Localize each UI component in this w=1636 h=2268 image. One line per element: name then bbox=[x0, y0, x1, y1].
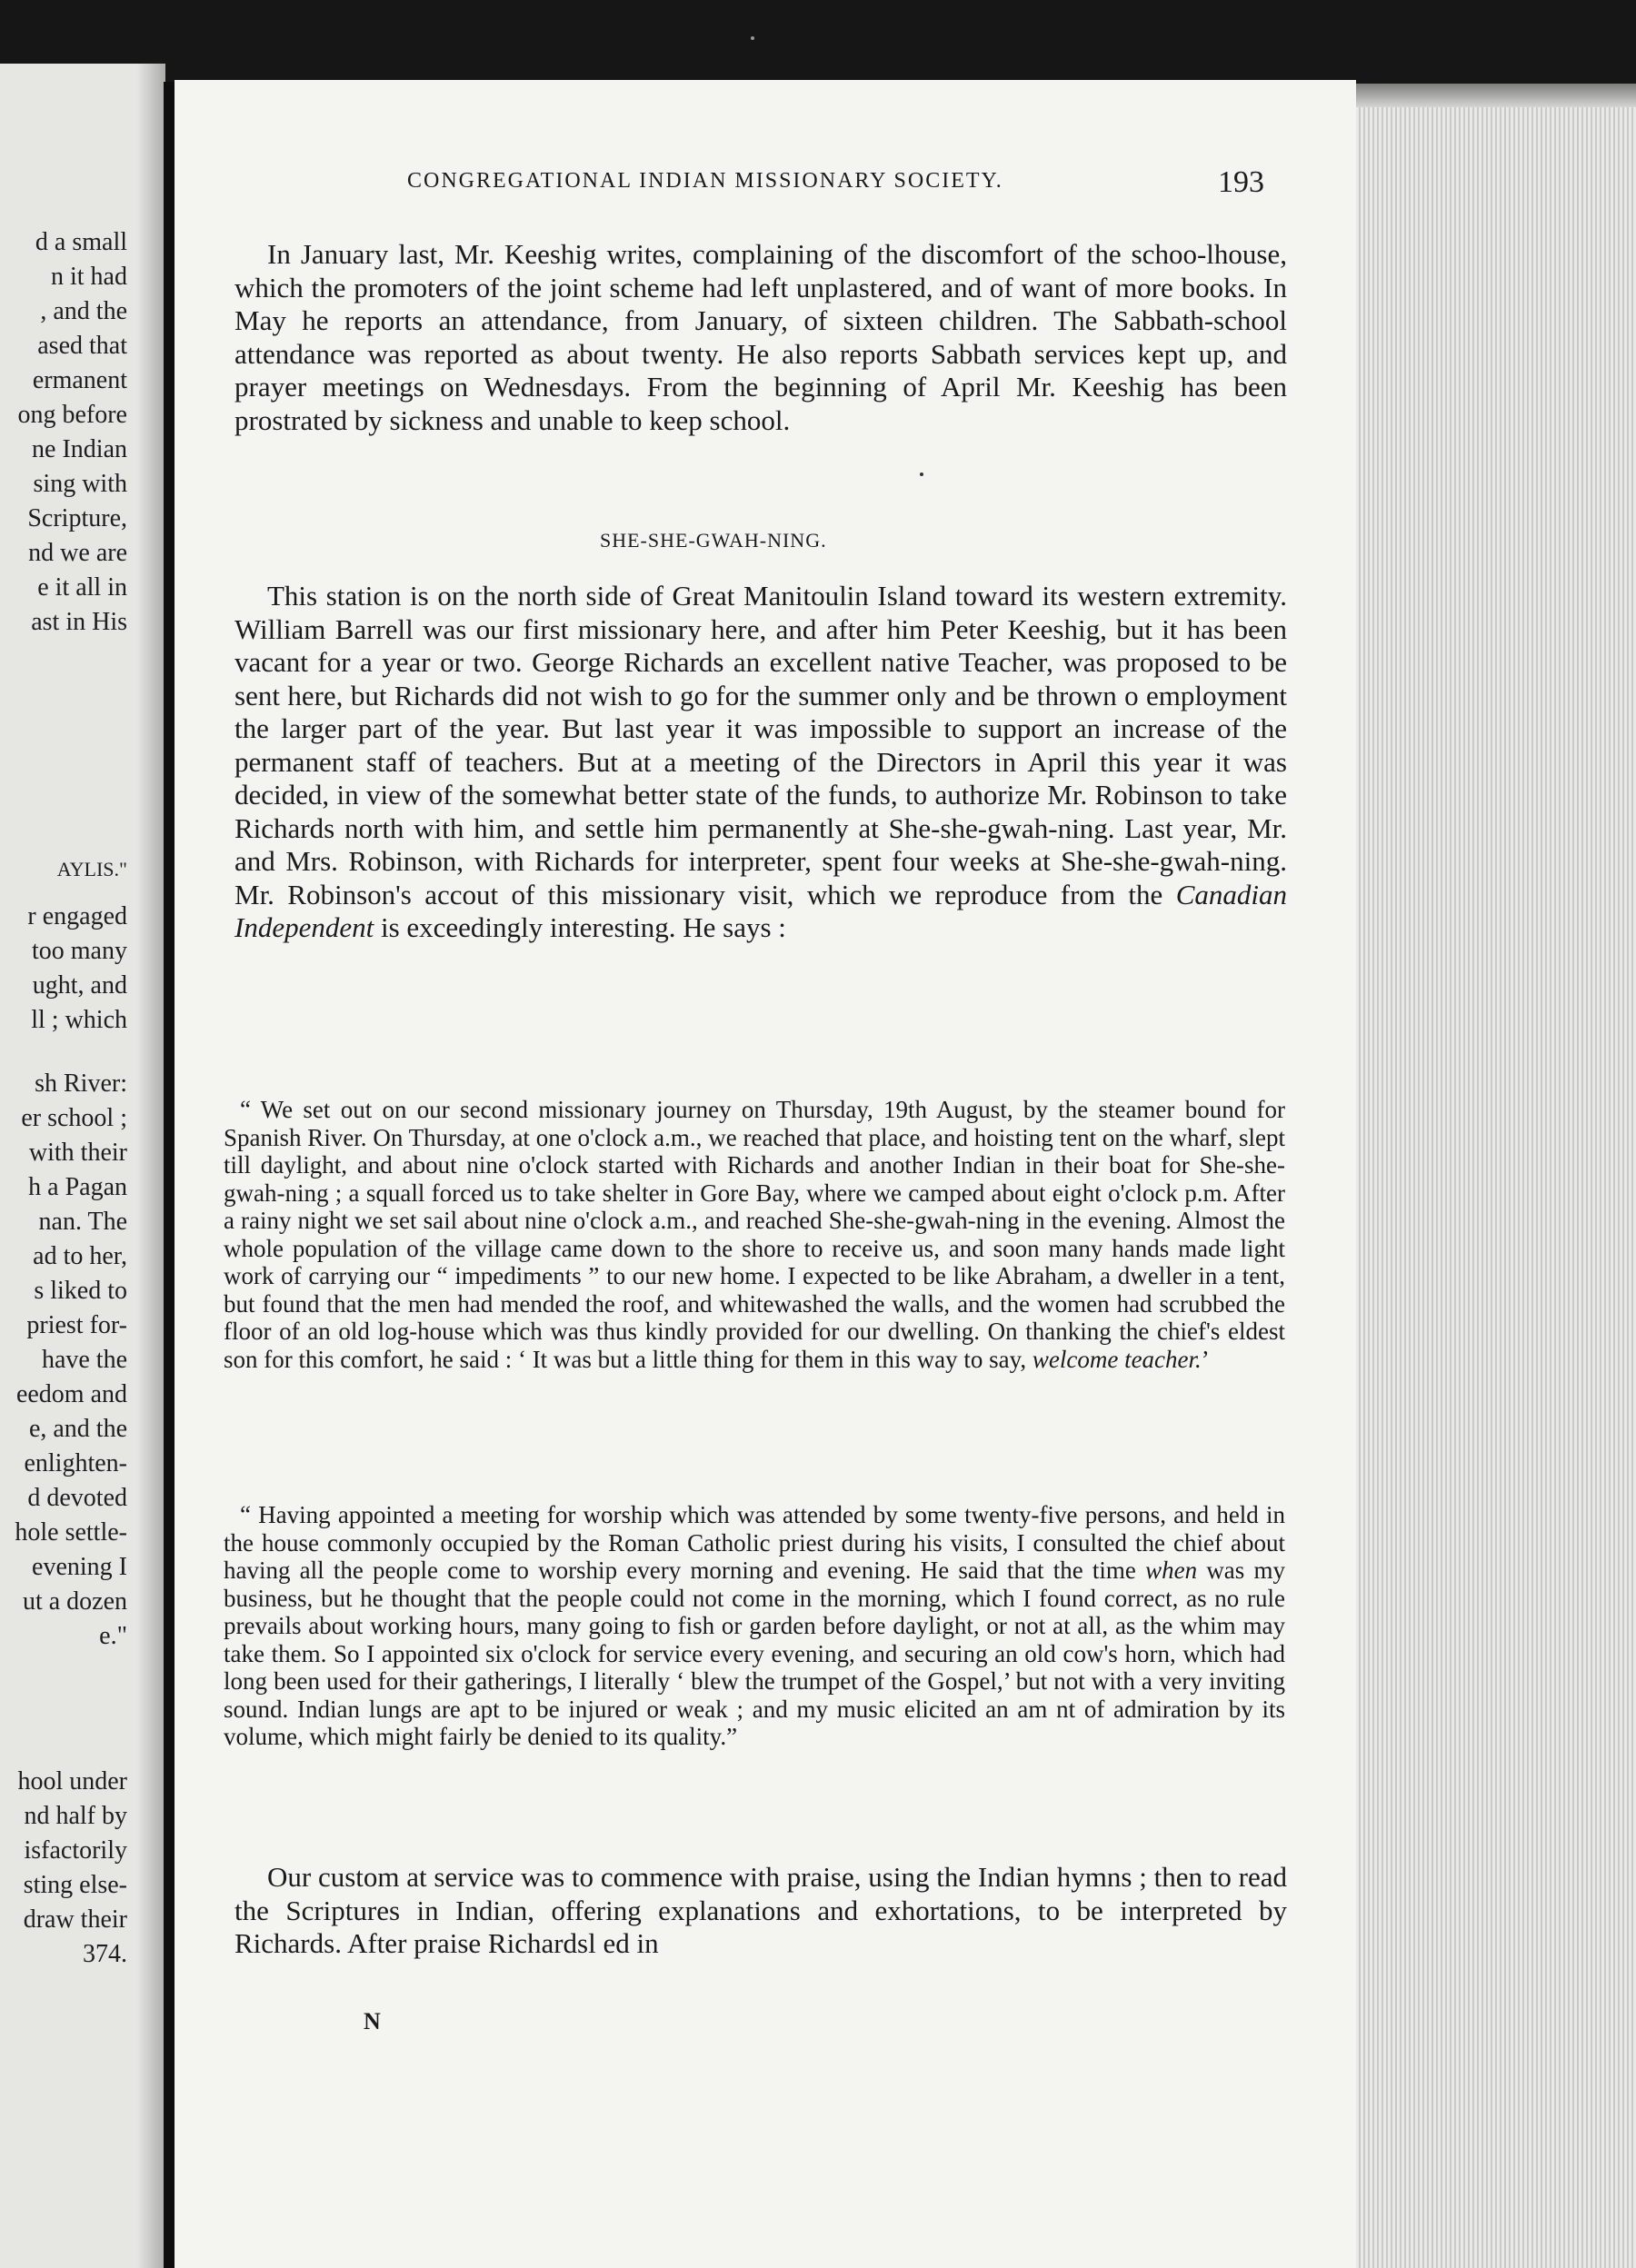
section-title: SHE-SHE-GWAH-NING. bbox=[600, 529, 827, 552]
quote-worship bbox=[224, 1501, 1285, 1751]
left-line: isfactorily bbox=[24, 1836, 127, 1865]
quote-journey-italic: welcome teacher. bbox=[1032, 1345, 1202, 1373]
running-header: CONGREGATIONAL INDIAN MISSIONARY SOCIETY. bbox=[407, 169, 1003, 193]
left-line: ad to her, bbox=[33, 1242, 127, 1270]
paragraph-custom: Our custom at service was to commence with praise, using the Indian hymns ; then to read the Scriptures in Indian, offering explanations and exhortations, to be interpreted by Richards. After praise Richardsl ed in bbox=[234, 1861, 1287, 1959]
left-line: sing with bbox=[33, 470, 127, 498]
quote-worship-text: “ Having appointed a meeting for worship which was attended by some twenty-five persons, and held in the house commonly occupied by the Roman Catholic priest during his visits, I consulted the chief about having all the people come to worship every morning and evening. He said that the time bbox=[224, 1501, 1285, 1584]
left-line: nan. The bbox=[38, 1208, 127, 1236]
left-line: ught, and bbox=[32, 971, 127, 1000]
left-line: e, and the bbox=[28, 1415, 127, 1443]
page-number: 193 bbox=[1218, 165, 1264, 199]
left-line: evening I bbox=[32, 1553, 127, 1581]
left-line: hole settle- bbox=[15, 1518, 127, 1547]
left-line: sh River: bbox=[35, 1069, 127, 1098]
left-line: r engaged bbox=[27, 902, 127, 930]
ink-speck bbox=[751, 36, 754, 40]
left-line: priest for- bbox=[26, 1311, 127, 1339]
left-line: too many bbox=[32, 937, 127, 965]
left-line: 374. bbox=[83, 1940, 127, 1968]
left-line: , and the bbox=[40, 297, 127, 325]
left-line: enlighten- bbox=[24, 1449, 127, 1477]
left-line: Scripture, bbox=[27, 504, 127, 532]
left-line: hool under bbox=[17, 1767, 127, 1796]
quote-worship-text-end: was my business, but he thought that the people could not come in the morning, which I found correct, as no rule prevails about working hours, many going to fish or garden before daylight, or not at all, as the whim may take them. So I appointed six o'clock for service every evening, and securing an old cow's horn, which had long been used for their gatherings, I literally ‘ blew the trumpet of the Gospel,’ but not with a very inviting sound. Indian lungs are apt to be injured or weak ; and my music elicited an am nt of admiration by its volume, which might fairly be denied to its quality.” bbox=[224, 1557, 1285, 1750]
left-line: ast in His bbox=[31, 608, 127, 636]
left-line: d a small bbox=[35, 228, 127, 256]
quote-worship-italic: when bbox=[1145, 1557, 1198, 1584]
quote-journey-close: ’ bbox=[1201, 1345, 1210, 1373]
page-edges-shadow bbox=[1356, 84, 1636, 107]
left-line: d devoted bbox=[27, 1484, 127, 1512]
left-line: draw their bbox=[23, 1905, 127, 1934]
left-line: e." bbox=[99, 1622, 127, 1650]
station-text-end: is exceedingly interesting. He says : bbox=[380, 911, 786, 943]
left-line: nd half by bbox=[24, 1802, 127, 1830]
quote-journey bbox=[224, 1096, 1285, 1373]
quote-journey-text: “ We set out on our second missionary journey on Thursday, 19th August, by the steamer bound for Spanish River. On Thursday, at one o'clock a.m., we reached that place, and hoisting tent on the wharf, slept till daylight, and about nine o'clock started with Richards and another Indian in their boat for She-she-gwah-ning ; a squall forced us to take shelter in Gore Bay, where we camped about eight o'clock p.m. After a rainy night we set sail about nine o'clock a.m., and reached She-she-gwah-ning in the evening. Almost the whole population of the village came down to the shore to receive us, and soon many hands made light work of carrying our “ impediments ” to our new home. I expected to be like Abraham, a dweller in a tent, but found that the men had mended the roof, and whitewashed the walls, and the women had scrubbed the floor of an old log-house which was thus kindly provided for our dwelling. On thanking the chief's eldest son for this comfort, he said : ‘ It was but a little thing for them in this way to say, bbox=[224, 1096, 1285, 1373]
left-line: ased that bbox=[37, 332, 127, 360]
left-line: ermanent bbox=[32, 366, 127, 394]
paragraph-keeshig: In January last, Mr. Keeshig writes, complaining of the discomfort of the schoo-lhouse, which the promoters of the joint scheme had left unplastered, and of want of more books. In May he reports an attendance, from January, of sixteen children. The Sabbath-school attendance was reported as about twenty. He also reports Sabbath services kept up, and prayer meetings on Wednesdays. From the beginning of April Mr. Keeshig has been prostrated by sickness and unable to keep school. bbox=[234, 238, 1287, 436]
left-line: have the bbox=[41, 1346, 127, 1374]
signature-mark: N bbox=[364, 2008, 381, 2034]
left-page-shadow bbox=[136, 64, 165, 2268]
publication-title: Canadian Independent bbox=[234, 878, 1287, 943]
left-line: er school ; bbox=[21, 1104, 127, 1132]
page-edges bbox=[1356, 84, 1636, 2268]
left-line: n it had bbox=[51, 263, 127, 291]
paragraph-station bbox=[234, 580, 1287, 945]
left-line: ong before bbox=[17, 401, 127, 429]
ink-speck bbox=[920, 472, 923, 476]
left-line: nd we are bbox=[28, 539, 127, 567]
left-line: e it all in bbox=[37, 573, 127, 602]
left-line: ll ; which bbox=[31, 1006, 127, 1034]
left-line: h a Pagan bbox=[28, 1173, 127, 1201]
left-line: ut a dozen bbox=[22, 1587, 127, 1616]
left-line: with their bbox=[28, 1139, 127, 1167]
left-line: ne Indian bbox=[32, 435, 127, 463]
left-line: AYLIS." bbox=[56, 858, 127, 880]
station-text: This station is on the north side of Great Manitoulin Island toward its western extremity. William Barrell was our first missionary here, and after him Peter Keeshig, but it has been vacant for a year or two. George Richards an excellent native Teacher, was proposed to be sent here, but Richards did not wish to go for the summer only and be thrown o employment the larger part of the year. But last year it was impossible to support an increase of the permanent staff of teachers. But at a meeting of the Directors in April this year it was decided, in view of the somewhat better state of the funds, to authorize Mr. Robinson to take Richards north with him, and settle him permanently at She-she-gwah-ning. Last year, Mr. and Mrs. Robinson, with Richards for interpreter, spent four weeks at She-she-gwah-ning. Mr. Robinson's accout of this missionary visit, which we reproduce from the bbox=[234, 580, 1287, 910]
left-line: eedom and bbox=[15, 1380, 127, 1408]
left-line: s liked to bbox=[34, 1277, 127, 1305]
left-line: sting else- bbox=[23, 1871, 127, 1899]
